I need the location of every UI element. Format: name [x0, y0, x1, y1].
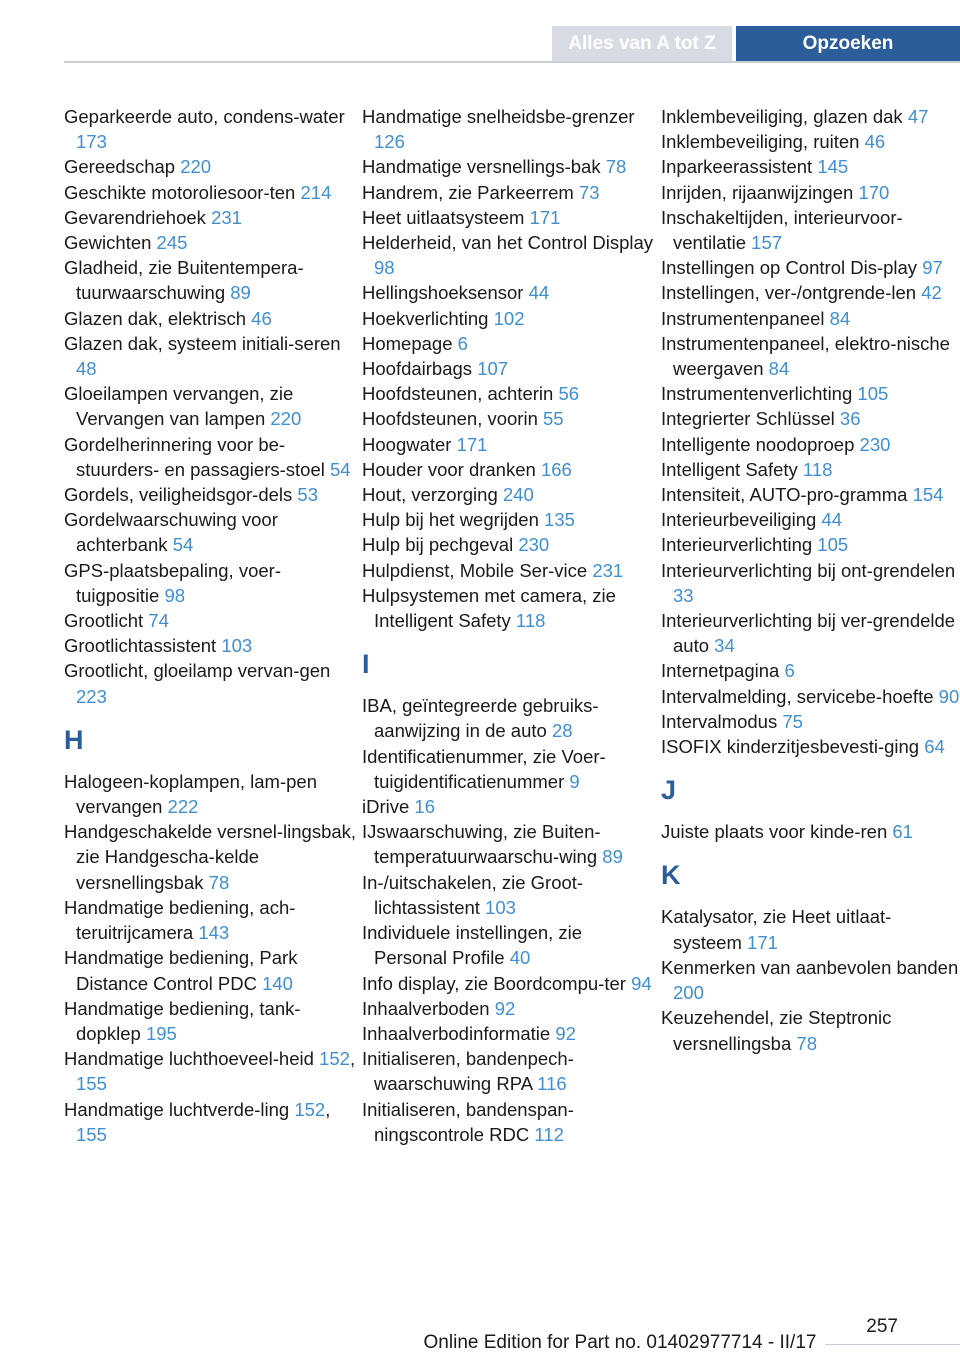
page-reference-link[interactable]: 36	[839, 408, 861, 430]
page-reference-link[interactable]: 223	[76, 685, 107, 707]
index-entry	[64, 1046, 360, 1096]
index-entry	[661, 608, 960, 658]
index-column-2	[362, 104, 658, 1147]
index-entry	[362, 1046, 658, 1096]
index-entry	[362, 280, 658, 305]
index-entry	[362, 104, 658, 154]
index-entry-term: Hoekverlichting	[362, 307, 494, 329]
index-entry-term: Intensiteit, AUTO-pro-gramma	[661, 484, 913, 506]
page-reference-link[interactable]: 166	[540, 458, 572, 480]
index-entry	[64, 608, 360, 633]
index-entry-term: Gewichten	[64, 232, 157, 254]
index-entry	[362, 532, 658, 557]
index-entry	[661, 180, 960, 205]
page-reference-link[interactable]: 157	[751, 232, 783, 254]
index-entry-term: Hellingshoeksensor	[362, 282, 529, 304]
index-entry	[661, 558, 960, 608]
index-entry-term: Inklembeveiliging, glazen dak	[661, 106, 908, 127]
index-entry	[661, 819, 960, 844]
index-entry-term: Halogeen-koplampen, lam-pen vervangen	[64, 770, 317, 818]
page-reference-link[interactable]: 78	[796, 1032, 817, 1054]
page-reference-link[interactable]: 54	[329, 458, 351, 480]
page-reference-link[interactable]: 143	[198, 922, 230, 944]
index-entry-term: Initialiseren, bandenpech-waarschuwing RPA	[362, 1048, 574, 1095]
index-entry-term: Grootlicht	[64, 610, 149, 632]
page-reference-link[interactable]: 112	[534, 1123, 564, 1145]
page-reference-link[interactable]: 222	[167, 796, 199, 818]
index-column-1	[64, 104, 360, 1147]
index-entry-term: Hulp bij pechgeval	[362, 534, 519, 556]
index-entry-term: Interieurverlichting	[661, 534, 818, 556]
index-entry	[661, 280, 960, 305]
index-entry-term: Instrumentenpaneel, elektro-nische weergaven	[661, 332, 950, 380]
page-reference-link[interactable]: 98	[374, 257, 395, 279]
index-entry	[362, 1097, 658, 1147]
index-entry	[661, 406, 960, 431]
index-entry	[64, 432, 360, 482]
index-entry	[64, 996, 360, 1046]
index-entry	[661, 658, 960, 683]
index-entry-term: ISOFIX kinderzitjesbevesti-ging	[661, 736, 925, 758]
page-reference-link[interactable]: 33	[673, 584, 694, 606]
index-entry-term: Individuele instellingen, zie Personal Profile	[362, 922, 583, 969]
page-reference-link[interactable]: 73	[578, 181, 600, 203]
index-entry	[362, 154, 658, 179]
page-reference-link[interactable]: 78	[208, 871, 230, 893]
index-entry-term: Inhaalverbodinformatie	[362, 1022, 556, 1044]
page-reference-link[interactable]: 220	[180, 156, 212, 178]
page-reference-link[interactable]: 240	[502, 484, 534, 506]
page-reference-link[interactable]: 98	[164, 584, 186, 606]
index-entry	[64, 507, 360, 557]
index-letter-heading: K	[661, 860, 681, 891]
index-entry-term: iDrive	[362, 796, 415, 818]
page-reference-link[interactable]: 78	[605, 156, 627, 178]
index-entry	[362, 693, 658, 743]
index-entry	[64, 945, 360, 995]
index-entry	[661, 1005, 960, 1055]
index-entry	[362, 558, 658, 583]
index-entry	[64, 104, 360, 154]
index-entry	[64, 306, 360, 331]
page-reference-link[interactable]: 75	[782, 710, 803, 732]
page-header	[0, 0, 960, 62]
index-entry-term: Hulpsystemen met camera, zie Intelligent Safety	[362, 584, 616, 632]
index-entry	[362, 356, 658, 381]
index-entry-term: Gevarendriehoek	[64, 206, 212, 228]
index-entry-term: Hoofdsteunen, achterin	[362, 383, 559, 405]
index-entry-term: Integrierter Schlüssel	[661, 408, 840, 430]
index-entry-term: Gordelherinnering voor be-stuurders- en passagiers-stoel	[64, 433, 330, 480]
index-entry-term: Inklembeveiliging, ruiten	[661, 131, 865, 153]
page-reference-link[interactable]: 170	[858, 181, 890, 203]
page-reference-link[interactable]: 74	[148, 610, 169, 632]
index-entry	[64, 769, 360, 819]
page-reference-link[interactable]: 46	[251, 307, 272, 329]
page-reference-link[interactable]: 116	[537, 1073, 567, 1095]
index-entry-term: Inschakeltijden, interieurvoor-ventilatie	[661, 206, 903, 254]
page-reference-link[interactable]: 54	[172, 534, 194, 556]
index-letter-heading: J	[661, 775, 677, 806]
index-entry	[64, 1097, 360, 1147]
page-reference-link[interactable]: 47	[907, 106, 929, 127]
index-entry	[362, 744, 658, 794]
index-entry-term: Inhaalverboden	[362, 997, 495, 1019]
page-reference-link[interactable]: 103	[485, 896, 516, 918]
page-reference-link[interactable]: 140	[262, 972, 293, 994]
index-entry-term: Handrem, zie Parkeerrem	[362, 181, 579, 203]
index-entry-term: Interieurbeveiliging	[661, 509, 822, 531]
page-reference-link[interactable]: 55	[543, 408, 564, 430]
index-entry	[661, 331, 960, 381]
page-reference-link[interactable]: 107	[477, 358, 509, 380]
index-entry-term: Grootlichtassistent	[64, 635, 222, 657]
index-entry	[64, 230, 360, 255]
index-entry-term: Hulp bij het wegrijden	[362, 509, 545, 531]
index-entry	[362, 920, 658, 970]
index-entry-term: Intelligente noodoproep	[661, 433, 860, 455]
page-reference-link[interactable]: 102	[493, 307, 525, 329]
index-entry	[661, 154, 960, 179]
index-entry-term: Gordelwaarschuwing voor achterbank	[64, 509, 278, 556]
page-reference-link[interactable]: 214	[300, 181, 332, 203]
index-entry	[362, 870, 658, 920]
page-reference-link[interactable]: 105	[817, 534, 849, 556]
index-entry-term: Keuzehendel, zie Steptronic versnellingsba	[661, 1007, 892, 1054]
index-entry-term: Homepage	[362, 332, 458, 354]
index-entry-term: Houder voor dranken	[362, 458, 541, 480]
index-entry-term: Instellingen op Control Dis-play	[661, 257, 923, 279]
index-entry-term: Handmatige bediening, ach-teruitrijcamera	[64, 896, 296, 944]
index-entry	[661, 205, 960, 255]
page-reference-link[interactable]: 44	[528, 282, 550, 304]
page-reference-link[interactable]: 231	[211, 206, 242, 228]
index-entry-term: Geschikte motoroliesoor-ten	[64, 181, 301, 203]
index-entry	[362, 971, 658, 996]
index-entry	[362, 1021, 658, 1046]
index-entry-term: Info display, zie Boordcompu-ter	[362, 972, 632, 994]
index-entry-term: Interieurverlichting bij ver-grendelde auto	[661, 610, 956, 657]
index-entry	[661, 255, 960, 280]
index-entry	[362, 996, 658, 1021]
page-reference-link[interactable]: 230	[518, 534, 550, 556]
page-reference-link[interactable]: 126	[374, 131, 405, 153]
page-reference-link[interactable]: 48	[76, 358, 97, 380]
index-entry-term: Geparkeerde auto, condens-water	[64, 106, 345, 127]
index-entry-term: Handmatige versnellings-bak	[362, 156, 606, 178]
index-entry-term: Hulpdienst, Mobile Ser-vice	[362, 559, 593, 581]
page-reference-link[interactable]: 152	[294, 1098, 326, 1120]
index-letter-heading: I	[362, 649, 370, 680]
index-entry-term: Kenmerken van aanbevolen banden	[661, 956, 959, 978]
index-entry	[661, 306, 960, 331]
index-entry	[362, 457, 658, 482]
index-entry-term: Hout, verzorging	[362, 484, 503, 506]
page-reference-link[interactable]: 44	[821, 509, 843, 531]
index-entry	[362, 331, 658, 356]
index-entry-term: Instrumentenverlichting	[661, 383, 858, 405]
index-entry	[362, 482, 658, 507]
page-reference-link[interactable]: 34	[714, 635, 735, 657]
index-entry	[362, 432, 658, 457]
index-entry-term: Gloeilampen vervangen, zie Vervangen van lampen	[64, 383, 294, 430]
index-letter-heading: H	[64, 724, 84, 755]
page-reference-link[interactable]: 92	[555, 1022, 576, 1044]
index-entry	[661, 482, 960, 507]
index-entry	[362, 507, 658, 532]
page-reference-link[interactable]: 103	[221, 635, 253, 657]
page-reference-link[interactable]: 171	[529, 206, 561, 228]
index-entry-term: Handmatige luchtverde-ling	[64, 1098, 295, 1120]
page-reference-link[interactable]: 155	[76, 1073, 107, 1095]
index-entry-term: Helderheid, van het Control Display	[362, 232, 654, 254]
index-entry-term: Handgeschakelde versnel-lingsbak, zie Handgescha-kelde versnellingsbak	[64, 821, 357, 893]
index-entry-term: Inparkeerassistent	[661, 156, 818, 178]
index-entry-term: Katalysator, zie Heet uitlaat-systeem	[661, 906, 892, 953]
page-reference-link[interactable]: 118	[802, 458, 833, 480]
index-entry-term: IJswaarschuwing, zie Buiten-temperatuurwaarschu-wing	[362, 821, 603, 868]
index-entry-term: Handmatige snelheidsbe-grenzer	[362, 106, 635, 127]
page-reference-link[interactable]: 171	[456, 433, 488, 455]
index-entry	[362, 794, 658, 819]
index-entry	[362, 406, 658, 431]
page-reference-link[interactable]: 28	[551, 720, 573, 742]
index-entry-term: Juiste plaats voor kinde-ren	[661, 821, 893, 843]
index-entry	[661, 457, 960, 482]
page-reference-link[interactable]: 200	[673, 982, 704, 1004]
header-rule	[64, 61, 960, 63]
index-entry	[362, 381, 658, 406]
index-entry	[64, 482, 360, 507]
page-reference-link[interactable]: 89	[602, 846, 623, 868]
index-entry	[64, 558, 360, 608]
index-entry-term: Hoofdsteunen, voorin	[362, 408, 544, 430]
index-entry	[661, 432, 960, 457]
index-entry	[661, 381, 960, 406]
page-reference-link[interactable]: 84	[768, 358, 790, 380]
page-reference-link[interactable]: 97	[922, 257, 943, 279]
index-entry-term: Instellingen, ver-/ontgrende-len	[661, 282, 922, 304]
page-reference-link[interactable]: 16	[414, 796, 435, 818]
index-entry-term: Glazen dak, elektrisch	[64, 307, 252, 329]
index-entry-term: Heet uitlaatsysteem	[362, 206, 530, 228]
page-reference-link[interactable]: 89	[230, 282, 251, 304]
index-entry	[64, 895, 360, 945]
index-entry	[64, 633, 360, 658]
index-entry	[362, 819, 658, 869]
index-entry-term: Hoofdairbags	[362, 358, 478, 380]
index-entry-term: Identificatienummer, zie Voer-tuigidentificatienummer	[362, 745, 606, 792]
index-entry	[362, 230, 658, 280]
index-entry	[64, 154, 360, 179]
page-separator: ,	[349, 1048, 356, 1070]
index-entry-term: GPS-plaatsbepaling, voer-tuigpositie	[64, 559, 281, 606]
index-entry	[661, 684, 960, 709]
index-entry	[362, 180, 658, 205]
page-reference-link[interactable]: 40	[509, 947, 531, 969]
index-entry-term: Instrumentenpaneel	[661, 307, 830, 329]
page-reference-link[interactable]: 195	[145, 1022, 177, 1044]
index-entry-term: Intervalmelding, servicebe-hoefte	[661, 685, 939, 707]
index-entry	[64, 255, 360, 305]
index-entry-term: Inrijden, rijaanwijzingen	[661, 181, 859, 203]
index-entry	[362, 306, 658, 331]
index-entry	[661, 955, 960, 1005]
index-entry	[661, 734, 960, 759]
index-entry-term: Intelligent Safety	[661, 458, 803, 480]
page-reference-link[interactable]: 135	[544, 509, 575, 531]
page-separator: ,	[325, 1098, 331, 1120]
active-section-tab[interactable]: Opzoeken	[736, 26, 960, 62]
page-reference-link[interactable]: 61	[892, 821, 913, 843]
index-entry	[64, 180, 360, 205]
index-entry	[661, 532, 960, 557]
index-entry-term: Glazen dak, systeem initiali-seren	[64, 332, 341, 354]
page-reference-link[interactable]: 84	[829, 307, 851, 329]
page-reference-link[interactable]: 105	[857, 383, 889, 405]
index-entry-term: Grootlicht, gloeilamp vervan-gen	[64, 660, 331, 682]
page-reference-link[interactable]: 118	[515, 610, 546, 632]
index-entry	[64, 381, 360, 431]
index-entry	[64, 205, 360, 230]
page-reference-link[interactable]: 6	[784, 660, 795, 682]
page-reference-link[interactable]: 152	[319, 1048, 350, 1070]
page-reference-link[interactable]: 90	[938, 685, 960, 707]
index-entry-term: In-/uitschakelen, zie Groot-lichtassistent	[362, 871, 584, 918]
page-reference-link[interactable]: 56	[558, 383, 580, 405]
page-reference-link[interactable]: 9	[569, 770, 580, 792]
index-entry-term: IBA, geïntegreerde gebruiks-aanwijzing in de auto	[362, 695, 599, 742]
page-reference-link[interactable]: 94	[631, 972, 652, 994]
index-column-3	[661, 104, 960, 1056]
index-entry	[661, 709, 960, 734]
index-entry	[64, 331, 360, 381]
page-reference-link[interactable]: 64	[924, 736, 945, 758]
index-entry-term: Interieurverlichting bij ont-grendelen	[661, 559, 956, 581]
index-entry	[661, 904, 960, 954]
page-reference-link[interactable]: 6	[457, 332, 468, 354]
index-entry-term: Handmatige bediening, tank-dopklep	[64, 997, 301, 1044]
index-entry-term: Gereedschap	[64, 156, 181, 178]
index-entry	[64, 819, 360, 895]
page-reference-link[interactable]: 92	[494, 997, 516, 1019]
index-entry	[64, 658, 360, 708]
page-reference-link[interactable]: 155	[76, 1123, 107, 1145]
index-entry-term: Handmatige bediening, Park Distance Control PDC	[64, 947, 298, 994]
page-reference-link[interactable]: 230	[859, 433, 891, 455]
page-reference-link[interactable]: 171	[747, 931, 778, 953]
index-entry	[661, 104, 960, 129]
page-reference-link[interactable]: 154	[912, 484, 944, 506]
index-entry-term: Gladheid, zie Buitentempera-tuurwaarschuwing	[64, 257, 304, 304]
page-reference-link[interactable]: 231	[592, 559, 624, 581]
page-reference-link[interactable]: 42	[921, 282, 942, 304]
page-reference-link[interactable]: 245	[156, 232, 188, 254]
index-entry	[362, 583, 658, 633]
page-number: 257	[866, 1316, 898, 1337]
section-tab[interactable]: Alles van A tot Z	[552, 26, 732, 62]
index-entry-term: Hoogwater	[362, 433, 457, 455]
index-entry	[362, 205, 658, 230]
edition-footer: Online Edition for Part no. 01402977714 - II/17	[423, 1332, 817, 1353]
page-reference-link[interactable]: 46	[864, 131, 886, 153]
index-entry-term: Initialiseren, bandenspan-ningscontrole RDC	[362, 1098, 574, 1145]
index-entry	[661, 129, 960, 154]
page-reference-link[interactable]: 145	[817, 156, 849, 178]
page-reference-link[interactable]: 173	[76, 131, 107, 153]
page-reference-link[interactable]: 220	[270, 408, 302, 430]
index-entry-term: Internetpagina	[661, 660, 785, 682]
index-entry-term: Intervalmodus	[661, 710, 783, 732]
index-entry	[661, 507, 960, 532]
page-reference-link[interactable]: 53	[297, 484, 318, 506]
index-entry-term: Handmatige luchthoeveel-heid	[64, 1048, 320, 1070]
index-entry-term: Gordels, veiligheidsgor-dels	[64, 484, 298, 506]
